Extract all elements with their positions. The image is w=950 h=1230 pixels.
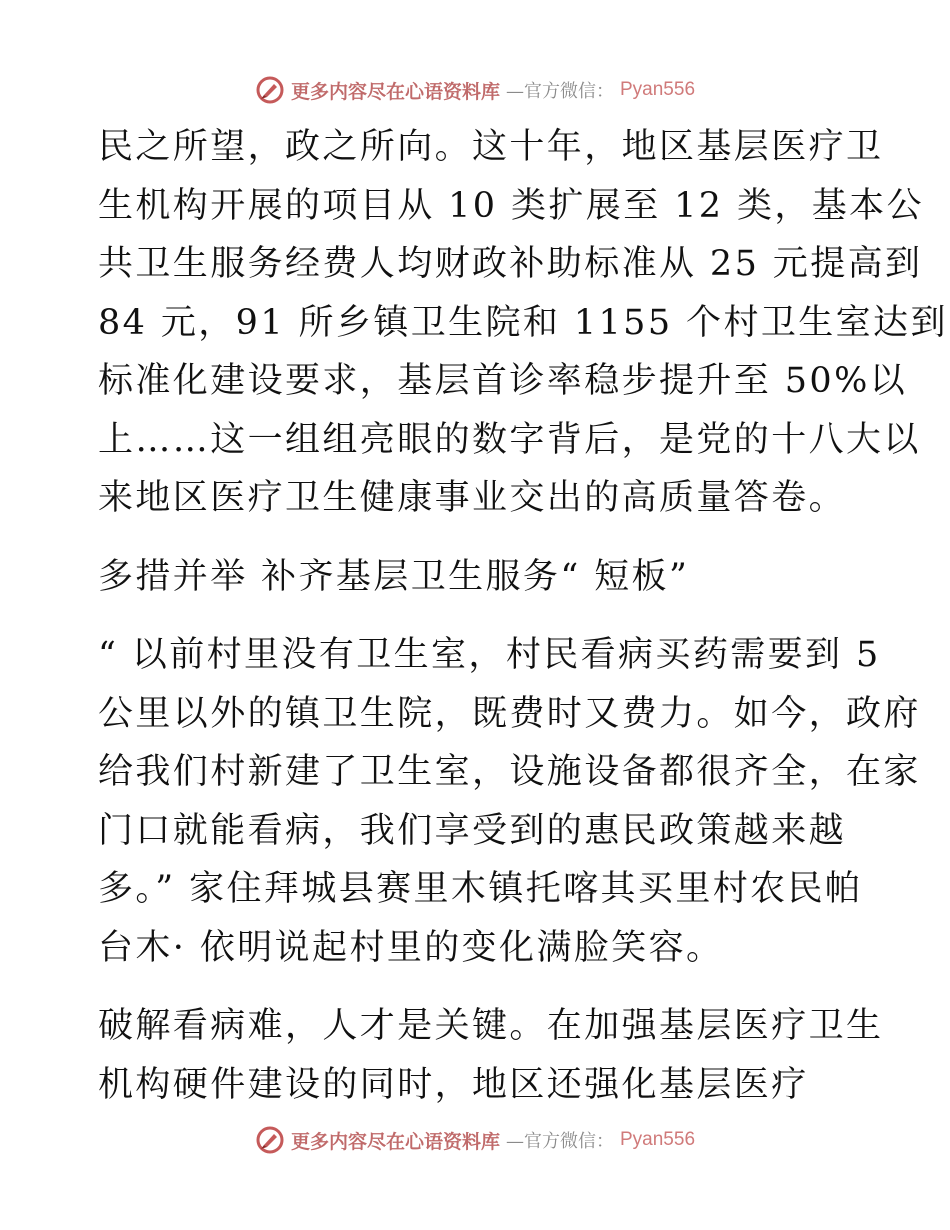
watermark-brand: 更多内容尽在心语资料库 bbox=[290, 80, 500, 103]
paragraph-quote bbox=[98, 626, 921, 977]
paragraph-intro bbox=[98, 118, 948, 528]
text-line: 标准化建设要求，基层首诊率稳步提升至 50%以 bbox=[98, 361, 908, 401]
brand-logo-icon bbox=[255, 75, 285, 105]
watermark-official-label: —官方微信： bbox=[506, 81, 614, 102]
watermark-wechat-id: Pyan556 bbox=[620, 79, 696, 100]
heading-line: 多措并举 补齐基层卫生服务“ 短板” bbox=[98, 556, 690, 597]
text-line: 门口就能看病，我们享受到的惠民政策越来越 bbox=[98, 810, 847, 851]
text-line: 84 元，91 所乡镇卫生院和 1155 个村卫生室达到 bbox=[98, 302, 948, 343]
text-line: 多。” 家住拜城县赛里木镇托喀其买里村农民帕 bbox=[98, 869, 863, 909]
text-line: 公里以外的镇卫生院，既费时又费力。如今，政府 bbox=[98, 693, 921, 734]
brand-logo-icon bbox=[255, 1125, 285, 1155]
text-line: 台木· 依明说起村里的变化满脸笑容。 bbox=[98, 927, 724, 968]
section-heading bbox=[98, 548, 850, 607]
footer-watermark bbox=[0, 1120, 950, 1160]
text-line: “ 以前村里没有卫生室，村民看病买药需要到 5 bbox=[98, 635, 881, 675]
text-line: 机构硬件建设的同时，地区还强化基层医疗 bbox=[98, 1064, 809, 1105]
watermark-official-label: —官方微信： bbox=[506, 1131, 614, 1152]
watermark-brand: 更多内容尽在心语资料库 bbox=[290, 1130, 500, 1153]
watermark-wechat-id: Pyan556 bbox=[620, 1129, 696, 1150]
text-line: 破解看病难，人才是关键。在加强基层医疗卫生 bbox=[98, 1006, 884, 1046]
text-line: 上……这一组组亮眼的数字背后，是党的十八大以 bbox=[98, 419, 921, 460]
text-line: 给我们村新建了卫生室，设施设备都很齐全，在家 bbox=[98, 752, 921, 792]
text-line: 共卫生服务经费人均财政补助标准从 25 元提高到 bbox=[98, 244, 923, 284]
paragraph-talent bbox=[98, 997, 884, 1114]
header-watermark bbox=[0, 70, 950, 110]
text-line: 民之所望，政之所向。这十年，地区基层医疗卫 bbox=[98, 127, 884, 167]
text-line: 生机构开展的项目从 10 类扩展至 12 类，基本公 bbox=[98, 185, 924, 226]
text-line: 来地区医疗卫生健康事业交出的高质量答卷。 bbox=[98, 478, 847, 518]
document-body bbox=[98, 118, 948, 1114]
